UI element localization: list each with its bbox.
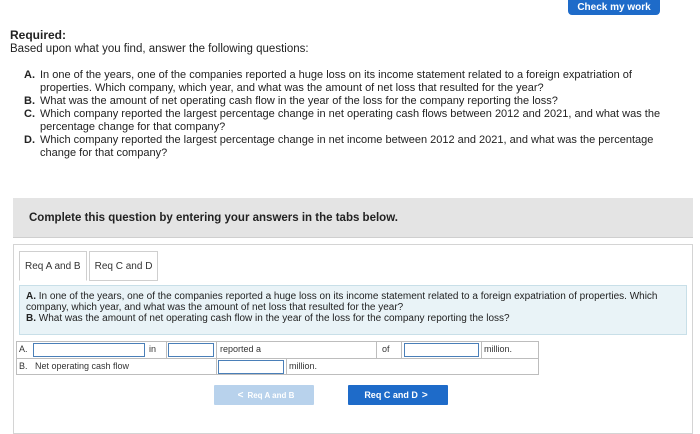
prev-tab-label: Req A and B (247, 390, 295, 400)
question-text: Which company reported the largest percentage change in net operating cash flows between 2012 and 2021, and what was the percentage change for that company? (40, 108, 661, 133)
tab-bar (19, 251, 158, 281)
net-loss-input[interactable] (404, 343, 479, 357)
panel-question-text-a: In one of the years, one of the companies reported a huge loss on its income statement related to a foreign expatriation of properties. Which company, which year, and what was the amount of net loss that resulted for the year? (26, 291, 658, 313)
question-text: In one of the years, one of the companies reported a huge loss on its income statement related to a foreign expatriation of properties. Which company, which year, and what was the amount of net loss that resulted for the year? (40, 69, 632, 94)
next-tab-label: Req C and D (364, 390, 418, 400)
chevron-left-icon: < (237, 389, 244, 401)
instructions-text: Based upon what you find, answer the following questions: (10, 43, 309, 55)
question-list (24, 69, 674, 160)
next-tab-button[interactable] (348, 385, 448, 405)
net-cash-label: Net operating cash flow (35, 361, 130, 371)
question-letter: B. (24, 95, 35, 107)
answer-panel (13, 244, 693, 434)
row-a-reported-cell (217, 342, 377, 359)
tab-req-a-and-b[interactable]: Req A and B (19, 251, 87, 281)
required-heading: Required: (10, 28, 67, 42)
row-a-of-cell (377, 342, 402, 359)
question-text: What was the amount of net operating cash flow in the year of the loss for the company reporting the loss? (40, 95, 558, 107)
row-b-input-cell (217, 359, 287, 375)
instruction-banner: Complete this question by entering your answers in the tabs below. (13, 198, 693, 238)
answer-table (16, 341, 539, 375)
question-item-a (24, 69, 674, 95)
panel-question-letter-a: A. (26, 291, 36, 302)
row-b-label-cell (17, 359, 217, 375)
in-label: in (149, 344, 157, 354)
question-letter: A. (24, 69, 35, 81)
question-item-b (24, 95, 674, 108)
panel-question-letter-b: B. (26, 313, 36, 324)
of-label: of (382, 344, 390, 354)
net-cash-flow-input[interactable] (218, 360, 284, 374)
row-b-million-cell (287, 359, 538, 375)
panel-question-text-b: What was the amount of net operating cash flow in the year of the loss for the company reporting the loss? (38, 313, 510, 324)
prev-tab-button[interactable] (214, 385, 314, 405)
row-a-amount-cell (402, 342, 482, 359)
question-letter: C. (24, 108, 35, 120)
million-label-a: million. (484, 344, 513, 354)
row-a-million-cell (482, 342, 538, 359)
check-my-work-button[interactable]: Check my work (568, 0, 660, 15)
chevron-right-icon: > (421, 389, 428, 401)
question-text: Which company reported the largest percentage change in net income between 2012 and 2021, and what was the percentage change for that company? (40, 134, 654, 159)
question-item-d (24, 134, 674, 160)
million-label-b: million. (289, 361, 318, 371)
row-a-year-cell (167, 342, 217, 359)
row-a-label: A. (19, 344, 28, 354)
tab-req-c-and-d[interactable]: Req C and D (89, 251, 159, 281)
year-input[interactable] (168, 343, 214, 357)
company-input[interactable] (33, 343, 145, 357)
question-letter: D. (24, 134, 35, 146)
panel-question-box (19, 285, 687, 335)
question-item-c (24, 108, 674, 134)
row-b-label: B. (19, 361, 28, 371)
row-a-company-cell (17, 342, 167, 359)
reported-label: reported a (220, 344, 262, 354)
